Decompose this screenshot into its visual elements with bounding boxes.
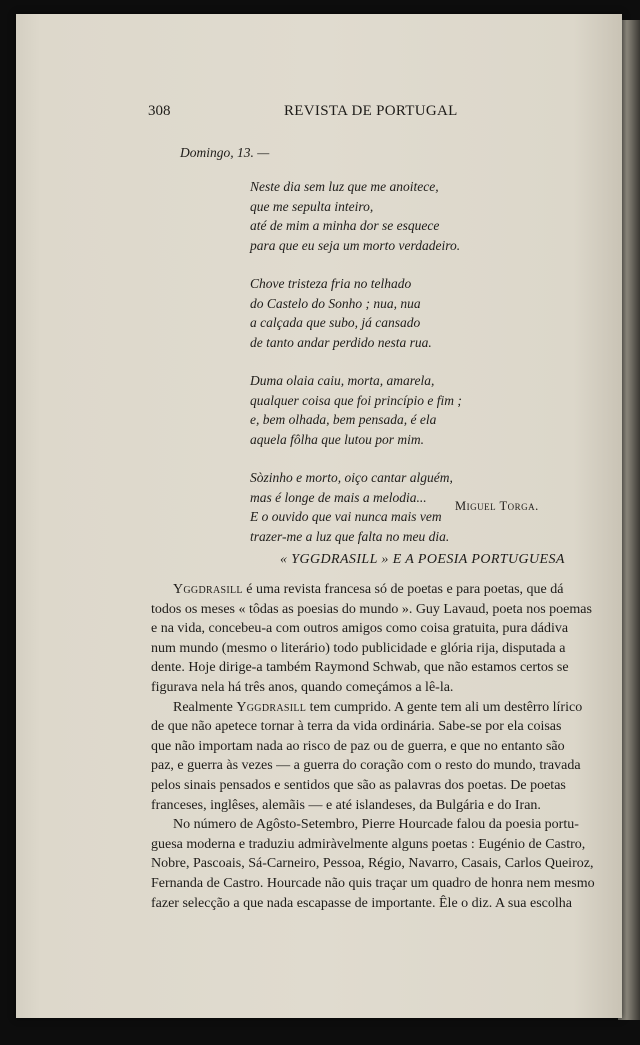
article-title: « YGGDRASILL » E A POESIA PORTUGUESA xyxy=(280,552,565,567)
poem-verse: para que eu seja um morto verdadeiro. xyxy=(250,237,461,253)
body-line: guesa moderna e traduziu admiràvelmente alguns poetas : Eugénio de Castro, xyxy=(151,836,586,852)
body-line xyxy=(151,580,564,600)
body-text-fragment: Realmente xyxy=(173,699,237,715)
body-line: Fernanda de Castro. Hourcade não quis traçar um quadro de honra nem mesmo xyxy=(151,875,595,891)
running-head xyxy=(148,103,568,125)
body-line: paz, e guerra às vezes — a guerra do coração com o resto do mundo, travada xyxy=(151,758,581,774)
poem-verse: e, bem olhada, bem pensada, é ela xyxy=(250,412,437,427)
poem-verse: qualquer coisa que foi princípio e fim ; xyxy=(250,392,462,408)
body-line: figurava nela há três anos, quando começámos a lê-la. xyxy=(151,679,454,695)
body-line: Nobre, Pascoais, Sá-Carneiro, Pessoa, Régio, Navarro, Casais, Carlos Queiroz, xyxy=(151,856,594,872)
journal-title: REVISTA DE PORTUGAL xyxy=(284,103,458,119)
poem-verse: aquela fôlha que lutou por mim. xyxy=(250,431,424,447)
poem-verse: E o ouvido que vai nunca mais vem xyxy=(250,509,442,524)
poem-stanza xyxy=(250,177,550,255)
body-line: todos os meses « tôdas as poesias do mundo ». Guy Lavaud, poeta nos poemas xyxy=(151,601,592,617)
poem-date-line: Domingo, 13. — xyxy=(180,145,270,160)
poem-stanza xyxy=(250,371,550,449)
poem-verse: mas é longe de mais a melodia... xyxy=(250,489,427,505)
body-line xyxy=(151,698,583,718)
body-line: que não importam nada ao risco de paz ou de guerra, e que no entanto são xyxy=(151,738,565,754)
body-line: e na vida, concebeu-a com outros amigos como coisa gratuita, pura dádiva xyxy=(151,621,569,637)
body-line: pelos sinais pensados e sentidos que são as palavras dos poetas. De poetas xyxy=(151,777,566,793)
poem-signature: Miguel Torga. xyxy=(455,499,539,513)
body-line: No número de Agôsto-Setembro, Pierre Hourcade falou da poesia portu- xyxy=(173,817,579,833)
page-number: 308 xyxy=(148,103,171,119)
body-line: dente. Hoje dirige-a também Raymond Schwab, que não estamos certos se xyxy=(151,660,569,676)
poem-verse: Sòzinho e morto, oiço cantar alguém, xyxy=(250,470,453,485)
poem-verse: que me sepulta inteiro, xyxy=(250,198,374,214)
poem-verse: trazer-me a luz que falta no meu dia. xyxy=(250,528,450,544)
body-text-fragment: tem cumprido. A gente tem ali um destêrro lírico xyxy=(306,699,583,715)
body-line: de que não apetece tornar à terra da vida ordinária. Sabe-se por ela coisas xyxy=(151,719,562,735)
article-body xyxy=(151,580,595,913)
body-text-fragment: é uma revista francesa só de poetas e para poetas, que dá xyxy=(242,582,564,597)
body-line: num mundo (mesmo o literário) todo publicidade e glória rija, disputada a xyxy=(151,640,566,656)
journal-name: Yggdrasill xyxy=(173,582,243,597)
poem-verse: Chove tristeza fria no telhado xyxy=(250,276,412,291)
poem-verse: até de mim a minha dor se esquece xyxy=(250,218,440,233)
poem-verse: de tanto andar perdido nesta rua. xyxy=(250,334,432,350)
body-line: franceses, inglêses, alemãis — e até islandeses, da Bulgária e do Iran. xyxy=(151,797,541,813)
poem-verse: Neste dia sem luz que me anoitece, xyxy=(250,179,439,194)
poem-stanza xyxy=(250,274,550,352)
journal-name: Yggdrasill xyxy=(236,699,307,715)
poem-verse: do Castelo do Sonho ; nua, nua xyxy=(250,295,421,311)
body-line: fazer selecção a que nada escapasse de importante. Êle o diz. A sua escolha xyxy=(151,895,572,911)
poem-verse: Duma olaia caiu, morta, amarela, xyxy=(250,373,435,388)
poem-verse: a calçada que subo, já cansado xyxy=(250,315,421,330)
